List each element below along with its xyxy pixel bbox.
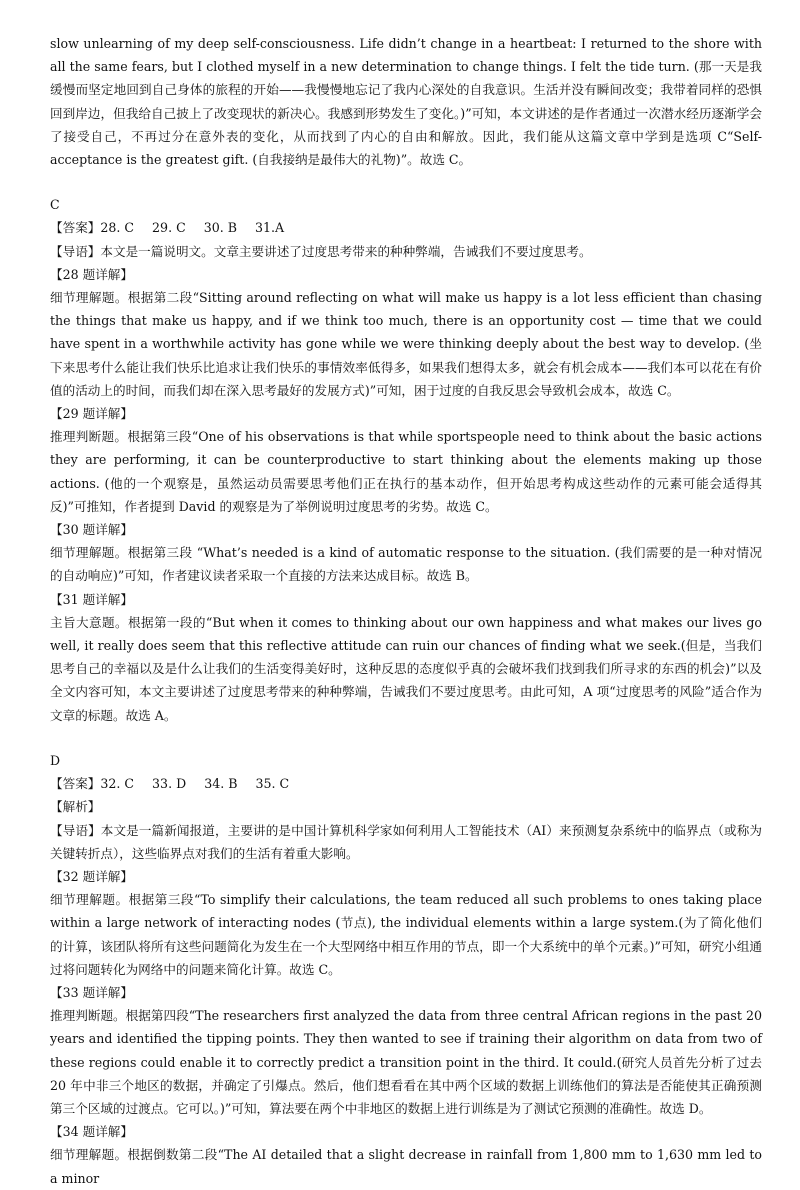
answer-32: 32. C bbox=[100, 776, 135, 792]
answer-35: 35. C bbox=[255, 776, 290, 792]
q30-heading: 【30 题详解】 bbox=[50, 522, 133, 538]
answer-28: 28. C bbox=[100, 220, 135, 236]
section-d-guide: 【导语】本文是一篇新闻报道，主要讲的是中国计算机科学家如何利用人工智能技术（AI）来预测复杂系统中的临界点（或称为关键转折点），这些临界点对我们的生活有着重大影响。 bbox=[50, 822, 762, 861]
answer-30: 30. B bbox=[203, 220, 238, 236]
spacer bbox=[50, 727, 762, 749]
section-c-answers bbox=[50, 216, 762, 239]
paragraph-continuation: slow unlearning of my deep self-consciousness. Life didn’t change in a heartbeat: I returned to the shore with all the same fears, but I clothed myself in a new determination to change things. I felt the tide turn. (那一天是我缓慢而坚定地回到自己身体的旅程的开始——我慢慢地忘记了我内心深处的自我意识。生活并没有瞬间改变；我带着同样的恐惧回到岸边，但我给自己披上了改变现状的新决心。我感到形势发生了变化。)”可知，本文讲述的是作者通过一次潜水经历逐渐学会了接受自己，不再过分在意外表的变化，从而找到了内心的自由和解放。因此，我们能从这篇文章中学到是选项 C“Self-acceptance is the greatest gift. (自我接纳是最伟大的礼物)”。故选 C。 bbox=[50, 36, 762, 168]
document-page bbox=[50, 32, 762, 1190]
q30-explanation: 细节理解题。根据第三段 “What’s needed is a kind of automatic response to the situation. (我们需要的是一种对情况的自动响应)”可知，作者建议读者采取一个直接的方法来达成目标。故选 B。 bbox=[50, 545, 762, 584]
q31-explanation: 主旨大意题。根据第一段的“But when it comes to thinking about our own happiness and what makes our lives go well, it really does seem that this reflective attitude can ruin our chances of finding what we seek.(但是，当我们思考自己的幸福以及是什么让我们的生活变得美好时，这种反思的态度似乎真的会破坏我们找到我们所寻求的东西的机会)”以及全文内容可知，本文主要讲述了过度思考带来的种种弊端，告诫我们不要过度思考。由此可知，A 项“过度思考的风险”适合作为文章的标题。故选 A。 bbox=[50, 614, 762, 723]
q32-heading: 【32 题详解】 bbox=[50, 868, 133, 884]
q34-heading: 【34 题详解】 bbox=[50, 1124, 133, 1140]
q29-heading: 【29 题详解】 bbox=[50, 406, 133, 422]
answer-29: 29. C bbox=[152, 220, 186, 236]
section-d-letter: D bbox=[50, 752, 61, 768]
q34-explanation: 细节理解题。根据倒数第二段“The AI detailed that a slight decrease in rainfall from 1,800 mm to 1,630 mm led to a minor bbox=[50, 1147, 762, 1186]
q28-explanation: 细节理解题。根据第二段“Sitting around reflecting on what will make us happy is a lot less efficient than chasing the things that make us happy, and if we think too much, there is an opportunity cost — time that we could have spent in a worthwhile activity has gone while we were thinking deeply about the best way to develop. (坐下来思考什么能让我们快乐比追求让我们快乐的事情效率低得多，如果我们想得太多，就会有机会成本——我们本可以花在有价值的活动上的时间，而我们却在深入思考最好的发展方式)”可知，困于过度的自我反思会导致机会成本，故选 C。 bbox=[50, 290, 762, 398]
q28-heading: 【28 题详解】 bbox=[50, 266, 133, 282]
section-c-guide: 【导语】本文是一篇说明文。文章主要讲述了过度思考带来的种种弊端，告诫我们不要过度思考。 bbox=[50, 243, 592, 259]
q29-explanation: 推理判断题。根据第三段“One of his observations is that while sportspeople need to think about the basic actions they are performing, it can be counterproductive to start thinking about the elements making up those actions. (他的一个观察是，虽然运动员需要思考他们正在执行的基本动作，但开始思考构成这些动作的元素可能会适得其反)”可推知，作者提到 David 的观察是为了举例说明过度思考的劣势。故选 C。 bbox=[50, 429, 762, 514]
answer-34: 34. B bbox=[204, 776, 238, 792]
q33-heading: 【33 题详解】 bbox=[50, 984, 133, 1000]
answer-31: 31.A bbox=[255, 220, 285, 236]
q32-explanation: 细节理解题。根据第三段“To simplify their calculations, the team reduced all such problems to ones taking place within a large network of interacting nodes (节点), the individual elements within a large system.(为了简化他们的计算，该团队将所有这些问题简化为发生在一个大型网络中相互作用的节点，即一个大系统中的单个元素。)”可知，研究小组通过将问题转化为网络中的问题来简化计算。故选 C。 bbox=[50, 892, 762, 977]
section-d-answers bbox=[50, 772, 762, 795]
answer-label: 【答案】 bbox=[50, 776, 101, 792]
section-d-analysis-label: 【解析】 bbox=[50, 799, 101, 815]
spacer bbox=[50, 171, 762, 193]
answer-33: 33. D bbox=[152, 776, 187, 792]
q33-explanation: 推理判断题。根据第四段“The researchers first analyzed the data from three central African regions in the past 20 years and identified the tipping points. They then wanted to see if training their algorithm on data from two of these regions could enable it to correctly predict a transition point in the third. It could.(研究人员首先分析了过去 20 年中非三个地区的数据，并确定了引爆点。然后，他们想看看在其中两个区域的数据上训练他们的算法是否能使其正确预测第三个区域的过渡点。它可以。)”可知，算法要在两个中非地区的数据上进行训练是为了测试它预测的准确性。故选 D。 bbox=[50, 1008, 762, 1116]
section-c-letter: C bbox=[50, 197, 60, 213]
q31-heading: 【31 题详解】 bbox=[50, 591, 133, 607]
answer-label: 【答案】 bbox=[50, 220, 101, 236]
